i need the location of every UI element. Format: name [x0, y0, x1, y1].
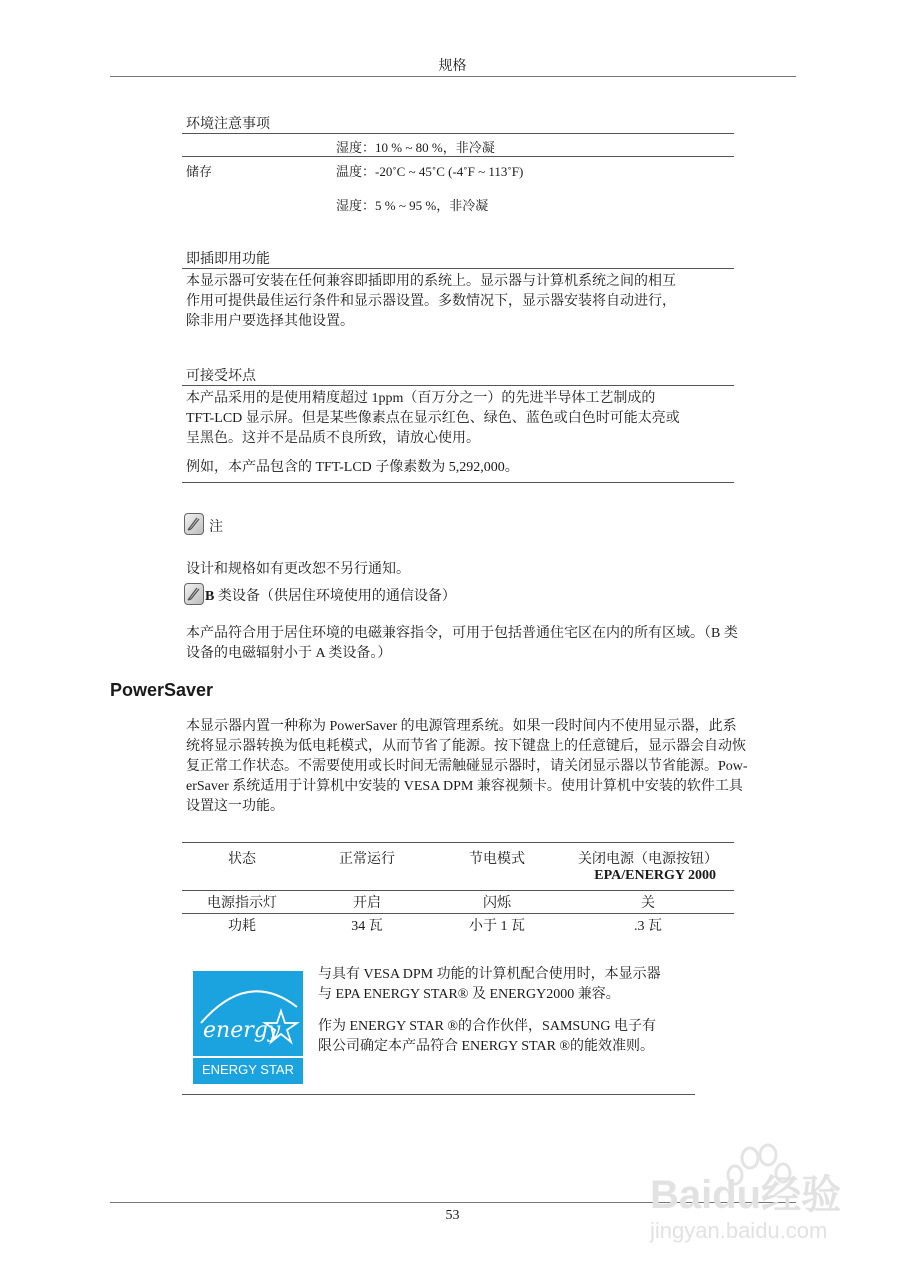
table-cell: 34 瓦 — [351, 919, 383, 934]
dead-pixels-example: 例如，本产品包含的 TFT-LCD 子像素数为 5,292,000。 — [186, 460, 519, 475]
class-b-heading — [184, 583, 456, 605]
text-line: 呈黑色。这并不是品质不良所致，请放心使用。 — [186, 431, 480, 446]
energy-star-logo — [193, 971, 303, 1084]
page-number: 53 — [445, 1208, 460, 1223]
text-line: 作为 ENERGY STAR ®的合作伙伴，SAMSUNG 电子有 — [318, 1019, 657, 1034]
environment-row-value: 湿度：5 % ~ 95 %，非冷凝 — [336, 198, 489, 213]
text-line: 本产品采用的是使用精度超过 1ppm（百万分之一）的先进半导体工艺制成的 — [186, 391, 656, 406]
header-cell-text: 关闭电源（电源按钮） — [578, 852, 718, 867]
energy-star-rule — [182, 1094, 695, 1095]
header-cell-subtext: EPA/ENERGY 2000 — [594, 868, 716, 883]
watermark-url: jingyan.baidu.com — [650, 1218, 828, 1243]
plug-and-play-rule — [182, 268, 734, 269]
watermark-brand: Baidu经验 — [650, 1173, 842, 1217]
power-table — [182, 842, 734, 936]
text-line: 本显示器内置一种称为 PowerSaver 的电源管理系统。如果一段时间内不使用显示器，此系 — [186, 719, 737, 734]
energy-script-text: energy — [203, 1018, 281, 1043]
plug-and-play-text — [186, 272, 731, 332]
text-line: 设备的电磁辐射小于 A 类设备。） — [186, 646, 392, 661]
baidu-watermark — [640, 1140, 900, 1250]
environment-row-value: 温度：-20˚C ~ 45˚C (-4˚F ~ 113˚F) — [336, 164, 524, 179]
class-b-title — [205, 589, 456, 605]
table-row — [182, 914, 734, 937]
environment-rule-top — [182, 133, 734, 134]
note-heading — [184, 513, 223, 535]
text-line: 本显示器可安装在任何兼容即插即用的系统上。显示器与计算机系统之间的相互 — [186, 274, 676, 289]
plug-and-play-title: 即插即用功能 — [186, 251, 270, 267]
energy-star-band: ENERGY STAR — [193, 1056, 303, 1084]
note-label: 注 — [209, 519, 223, 535]
environment-row-value: 湿度：10 % ~ 80 %，非冷凝 — [336, 140, 495, 155]
text-line: 与 EPA ENERGY STAR® 及 ENERGY2000 兼容。 — [318, 987, 620, 1002]
powersaver-text — [186, 717, 798, 817]
environment-row-label: 储存 — [186, 165, 213, 180]
environment-section-title: 环境注意事项 — [186, 116, 270, 132]
table-cell: 开启 — [353, 896, 381, 911]
text-line: erSaver 系统适用于计算机中安装的 VESA DPM 兼容视频卡。使用计算机中安装的软件工具 — [186, 779, 743, 794]
text-line: 除非用户要选择其他设置。 — [186, 314, 354, 329]
note-pencil-icon — [184, 513, 204, 535]
note-pencil-icon — [184, 583, 204, 605]
header-cell — [562, 843, 734, 891]
text-line: 本产品符合用于居住环境的电磁兼容指令，可用于包括普通住宅区在内的所有区域。（B 类 — [186, 626, 738, 641]
text-line: 作用可提供最佳运行条件和显示器设置。多数情况下，显示器安装将自动进行， — [186, 294, 676, 309]
header-cell: 状态 — [228, 852, 256, 867]
note-text: 设计和规格如有更改恕不另行通知。 — [186, 562, 410, 577]
environment-rule-middle — [182, 156, 734, 157]
text-line: 设置这一功能。 — [186, 799, 284, 814]
dead-pixels-text — [186, 389, 734, 449]
energy-paragraph — [318, 1017, 698, 1057]
table-cell: 功耗 — [228, 919, 256, 934]
table-cell: 电源指示灯 — [207, 896, 277, 911]
class-b-title-text: 类设备（供居住环境使用的通信设备） — [214, 589, 456, 604]
header-cell: 节电模式 — [469, 852, 525, 867]
dead-pixels-rule-bottom — [182, 482, 734, 483]
header-cell: 正常运行 — [339, 852, 395, 867]
text-line: 统将显示器转换为低电耗模式，从而节省了能源。按下键盘上的任意键后，显示器会自动恢 — [186, 739, 746, 754]
page-header-title: 规格 — [438, 59, 467, 74]
dead-pixels-rule-top — [182, 385, 734, 386]
table-cell: 小于 1 瓦 — [469, 919, 525, 934]
dead-pixels-title: 可接受坏点 — [186, 368, 256, 384]
text-line: 与具有 VESA DPM 功能的计算机配合使用时，本显示器 — [318, 967, 661, 982]
table-cell: 闪烁 — [483, 896, 511, 911]
class-b-text — [186, 624, 798, 664]
text-line: TFT-LCD 显示屏。但是某些像素点在显示红色、绿色、蓝色或白色时可能太亮或 — [186, 411, 680, 426]
table-row — [182, 891, 734, 914]
table-cell: 关 — [641, 896, 655, 911]
energy-star-text — [318, 965, 698, 1069]
energy-paragraph — [318, 965, 698, 1005]
header-divider — [110, 76, 796, 77]
text-line: 复正常工作状态。不需要使用或长时间无需触碰显示器时，请关闭显示器以节省能源。Pow- — [186, 759, 748, 774]
power-table-header-row — [182, 843, 734, 891]
text-line: 限公司确定本产品符合 ENERGY STAR ®的能效准则。 — [318, 1039, 655, 1054]
table-cell: .3 瓦 — [634, 919, 662, 934]
class-b-letter: B — [205, 589, 215, 604]
powersaver-heading: PowerSaver — [110, 680, 214, 700]
